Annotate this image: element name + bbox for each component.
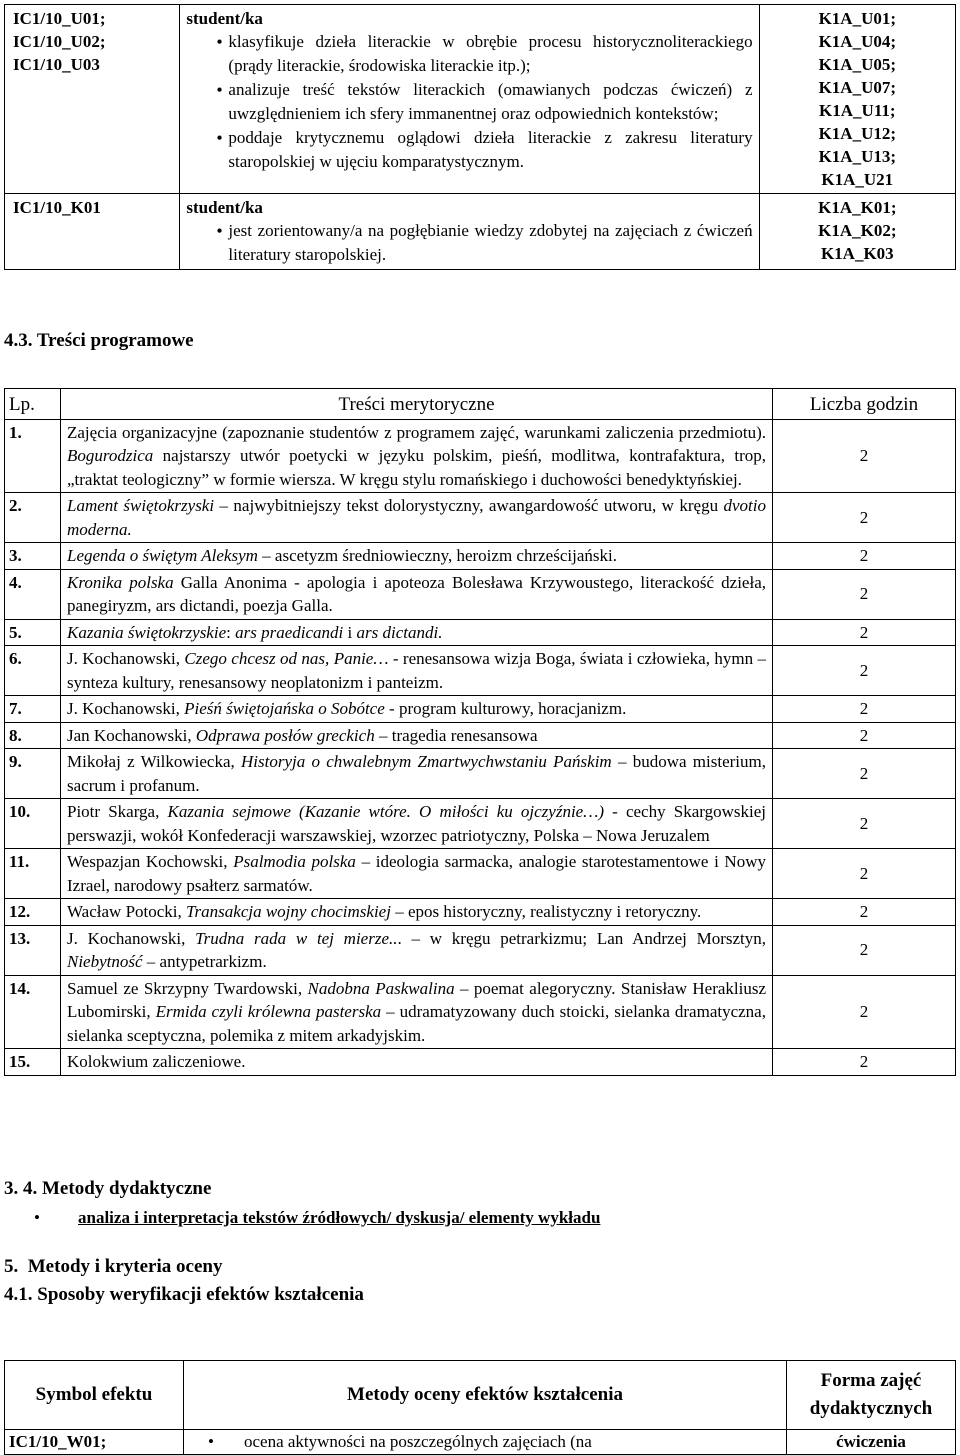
section-heading-4-3: 4.3. Treści programowe bbox=[4, 330, 194, 351]
row-number: 6. bbox=[5, 646, 61, 696]
text-span: - cechy Skargowskiej perswazji, wokół Konfederacji warszawskiej, wzorzec patriotyczny, Polska – Nowa Jeruzalem bbox=[67, 802, 766, 845]
row-content bbox=[61, 619, 773, 646]
text-span: Jan Kochanowski, bbox=[67, 725, 196, 745]
italic-title: Niebytność bbox=[67, 952, 143, 971]
italic-title: Kazania świętokrzyskie bbox=[67, 622, 227, 642]
row-content bbox=[61, 899, 773, 926]
row-number: 12. bbox=[5, 899, 61, 926]
row-number: 8. bbox=[5, 722, 61, 749]
italic-title: Czego chcesz od nas, Panie… bbox=[184, 649, 389, 668]
table-row bbox=[5, 646, 956, 696]
row-number: 11. bbox=[5, 849, 61, 899]
text-span: najstarszy utwór poetycki w języku polskim, pieśń, modlitwa, kontrafaktura, trop, „traktat teologiczny” w formie wiersza. W kręgu stylu romańskiego i duchowości benedyktyńskiej. bbox=[67, 446, 766, 489]
header-lp: Lp. bbox=[5, 389, 61, 420]
outcome-list bbox=[186, 30, 752, 174]
text-span: – ascetyzm średniowieczny, heroizm chrześcijański. bbox=[257, 546, 617, 565]
table-row bbox=[5, 696, 956, 723]
reference-codes-cell: K1A_K01; K1A_K02; K1A_K03 bbox=[759, 194, 955, 270]
text-span: – antypetrarkizm. bbox=[142, 952, 267, 971]
text-span: J. Kochanowski, bbox=[67, 928, 196, 948]
program-rows bbox=[5, 419, 956, 1075]
bullet-icon: • bbox=[34, 1208, 40, 1227]
text-span: Wespazjan Kochowski, bbox=[67, 852, 234, 871]
program-content-table bbox=[4, 388, 956, 1076]
row-hours: 2 bbox=[773, 925, 956, 975]
italic-title: ars praedicandi bbox=[235, 622, 344, 642]
table-row bbox=[5, 619, 956, 646]
verification-table bbox=[4, 1360, 956, 1455]
header-form: Forma zajęć dydaktycznych bbox=[787, 1361, 956, 1430]
row-number: 2. bbox=[5, 493, 61, 543]
row-number: 4. bbox=[5, 569, 61, 619]
list-item: • analizuje treść tekstów literackich (omawianych podczas ćwiczeń) z uwzględnieniem ich sfery immanentnej oraz odpowiednich kontekstów; bbox=[186, 78, 752, 126]
methods-text: analiza i interpretacja tekstów źródłowych/ dyskusja/ elementy wykładu bbox=[78, 1208, 601, 1227]
text-span: : bbox=[226, 622, 236, 642]
italic-title: Historyja o chwalebnym Zmartwychwstaniu Pańskim bbox=[241, 752, 612, 771]
row-number: 10. bbox=[5, 799, 61, 849]
table-row bbox=[5, 419, 956, 493]
outcome-description-cell bbox=[180, 5, 759, 194]
text-span: . – w kręgu petrarkizmu; Lan Andrzej Morsztyn, bbox=[397, 928, 766, 948]
row-hours: 2 bbox=[773, 419, 956, 493]
row-content bbox=[61, 493, 773, 543]
row-hours: 2 bbox=[773, 569, 956, 619]
row-content bbox=[61, 1049, 773, 1076]
text-span: – ideologia sarmacka, analogie starotestamentowe i Nowy Izrael, narodowy psałterz sarmatów. bbox=[67, 852, 766, 895]
header-methods: Metody oceny efektów kształcenia bbox=[184, 1361, 787, 1430]
italic-title: Odprawa posłów greckich bbox=[195, 725, 375, 745]
outcome-description-cell bbox=[180, 194, 759, 270]
table-header-row bbox=[5, 1361, 956, 1430]
header-hours: Liczba godzin bbox=[773, 389, 956, 420]
italic-title: dvotio moderna. bbox=[67, 496, 766, 539]
header-symbol: Symbol efektu bbox=[5, 1361, 184, 1430]
row-content bbox=[61, 696, 773, 723]
text-span: i bbox=[343, 622, 357, 642]
bullet-icon: • bbox=[208, 1432, 214, 1451]
italic-title: Trudna rada w tej mierze.. bbox=[195, 928, 398, 948]
row-number: 14. bbox=[5, 975, 61, 1049]
table-header-row bbox=[5, 389, 956, 420]
italic-title: Kronika polska bbox=[67, 572, 174, 592]
italic-title: Ermida czyli królewna pasterska bbox=[155, 1002, 382, 1021]
table-row bbox=[5, 799, 956, 849]
row-content bbox=[61, 799, 773, 849]
form-cell: ćwiczenia bbox=[787, 1430, 956, 1455]
row-number: 3. bbox=[5, 543, 61, 570]
row-content bbox=[61, 419, 773, 493]
row-number: 9. bbox=[5, 749, 61, 799]
table-row bbox=[5, 569, 956, 619]
row-hours: 2 bbox=[773, 799, 956, 849]
row-hours: 2 bbox=[773, 722, 956, 749]
text-span: Piotr Skarga, bbox=[67, 802, 168, 821]
italic-title: Bogurodzica bbox=[67, 446, 154, 465]
list-item: • jest zorientowany/a na pogłębianie wiedzy zdobytej na zajęciach z ćwiczeń literatury staropolskiej. bbox=[186, 219, 752, 267]
lower-sections bbox=[4, 1178, 956, 1306]
table-row bbox=[5, 975, 956, 1049]
row-number: 15. bbox=[5, 1049, 61, 1076]
text-span: – najwybitniejszy tekst dolorystyczny, awangardowość utworu, w kręgu bbox=[214, 496, 724, 515]
text-span: Samuel ze Skrzypny Twardowski, bbox=[67, 978, 308, 998]
table-row bbox=[5, 899, 956, 926]
row-hours: 2 bbox=[773, 619, 956, 646]
table-row bbox=[5, 722, 956, 749]
list-item: • klasyfikuje dzieła literackie w obrębie procesu historycznoliterackiego (prądy literackie, środowiska literackie itp.); bbox=[186, 30, 752, 78]
text-span: Galla Anonima - apologia i apoteoza Bolesława Krzywoustego, literackość dzieła, panegiryzm, ars dictandi, poezja Galla. bbox=[67, 572, 766, 615]
outcome-list bbox=[186, 219, 752, 267]
row-hours: 2 bbox=[773, 749, 956, 799]
italic-title: Pieśń świętojańska o Sobótce bbox=[184, 699, 385, 718]
row-hours: 2 bbox=[773, 696, 956, 723]
italic-title: Lament świętokrzyski bbox=[67, 496, 215, 515]
section-heading-5: 5. Metody i kryteria oceny bbox=[4, 1256, 223, 1277]
row-content bbox=[61, 749, 773, 799]
text-span: – epos historyczny, realistyczny i retoryczny. bbox=[390, 902, 702, 921]
text-span: – udramatyzowany duch stoicki, sielanka dramatyczna, sielanka sceptyczna, polemika z mitem arkadyjskim. bbox=[67, 1002, 766, 1045]
row-hours: 2 bbox=[773, 849, 956, 899]
row-hours: 2 bbox=[773, 975, 956, 1049]
list-item: • poddaje krytycznemu oglądowi dzieła literackie z zakresu literatury staropolskiej w ujęciu komparatystycznym. bbox=[186, 126, 752, 174]
text-span: - renesansowa wizja Boga, świata i człowieka, hymn – synteza kultury, renesansowy neoplatonizm i panteizm. bbox=[67, 649, 766, 692]
text-span: Zajęcia organizacyjne (zapoznanie studentów z programem zajęć, warunkami zaliczenia przedmiotu). bbox=[67, 422, 766, 442]
header-content: Treści merytoryczne bbox=[61, 389, 773, 420]
symbol-cell: IC1/10_W01; bbox=[5, 1430, 184, 1455]
row-hours: 2 bbox=[773, 899, 956, 926]
section-heading-4-1: 4.1. Sposoby weryfikacji efektów kształcenia bbox=[4, 1284, 364, 1305]
text-span: J. Kochanowski, bbox=[67, 699, 185, 718]
text-span: - program kulturowy, horacjanizm. bbox=[384, 699, 627, 718]
student-label: student/ka bbox=[186, 198, 263, 217]
row-hours: 2 bbox=[773, 1049, 956, 1076]
italic-title: Nadobna Paskwalina bbox=[307, 978, 455, 998]
text-span: – tragedia renesansowa bbox=[374, 725, 538, 745]
table-row bbox=[5, 749, 956, 799]
table-row bbox=[5, 1049, 956, 1076]
text-span: Wacław Potocki, bbox=[67, 902, 187, 921]
table-row bbox=[5, 925, 956, 975]
row-hours: 2 bbox=[773, 543, 956, 570]
row-hours: 2 bbox=[773, 646, 956, 696]
row-number: 13. bbox=[5, 925, 61, 975]
method-cell: • ocena aktywności na poszczególnych zajęciach (na bbox=[184, 1430, 787, 1455]
outcome-codes-cell: IC1/10_K01 bbox=[5, 194, 180, 270]
outcome-codes-cell: IC1/10_U01; IC1/10_U02; IC1/10_U03 bbox=[5, 5, 180, 194]
text-span: Kolokwium zaliczeniowe. bbox=[67, 1052, 246, 1071]
row-content bbox=[61, 543, 773, 570]
italic-title: Transakcja wojny chocimskiej bbox=[186, 902, 391, 921]
row-number: 5. bbox=[5, 619, 61, 646]
outcome-row-skills bbox=[5, 5, 956, 194]
italic-title: Psalmodia polska bbox=[233, 852, 356, 871]
italic-title: ars dictandi. bbox=[356, 622, 443, 642]
row-content bbox=[61, 722, 773, 749]
section-heading-3-4: 3. 4. Metody dydaktyczne bbox=[4, 1178, 212, 1199]
text-span: Mikołaj z Wilkowiecka, bbox=[67, 752, 242, 771]
text-span: J. Kochanowski, bbox=[67, 649, 185, 668]
student-label: student/ka bbox=[186, 9, 263, 28]
italic-title: Legenda o świętym Aleksym bbox=[67, 546, 258, 565]
table-row bbox=[5, 849, 956, 899]
row-content bbox=[61, 925, 773, 975]
text-span: – poemat alegoryczny. Stanisław Herakliusz Lubomirski, bbox=[67, 978, 767, 1021]
table-row bbox=[5, 1430, 956, 1455]
table-row bbox=[5, 543, 956, 570]
table-row bbox=[5, 493, 956, 543]
text-span: – budowa misterium, sacrum i profanum. bbox=[67, 752, 766, 795]
row-number: 7. bbox=[5, 696, 61, 723]
row-content bbox=[61, 975, 773, 1049]
learning-outcomes-table bbox=[4, 4, 956, 270]
reference-codes-cell: K1A_U01; K1A_U04; K1A_U05; K1A_U07; K1A_U11; K1A_U12; K1A_U13; K1A_U21 bbox=[759, 5, 955, 194]
row-content bbox=[61, 569, 773, 619]
row-content bbox=[61, 646, 773, 696]
italic-title: Kazania sejmowe (Kazanie wtóre. O miłości ku ojczyźnie…) bbox=[167, 802, 605, 821]
row-content bbox=[61, 849, 773, 899]
row-number: 1. bbox=[5, 419, 61, 493]
outcome-row-competences bbox=[5, 194, 956, 270]
methods-list-item bbox=[4, 1206, 956, 1230]
row-hours: 2 bbox=[773, 493, 956, 543]
